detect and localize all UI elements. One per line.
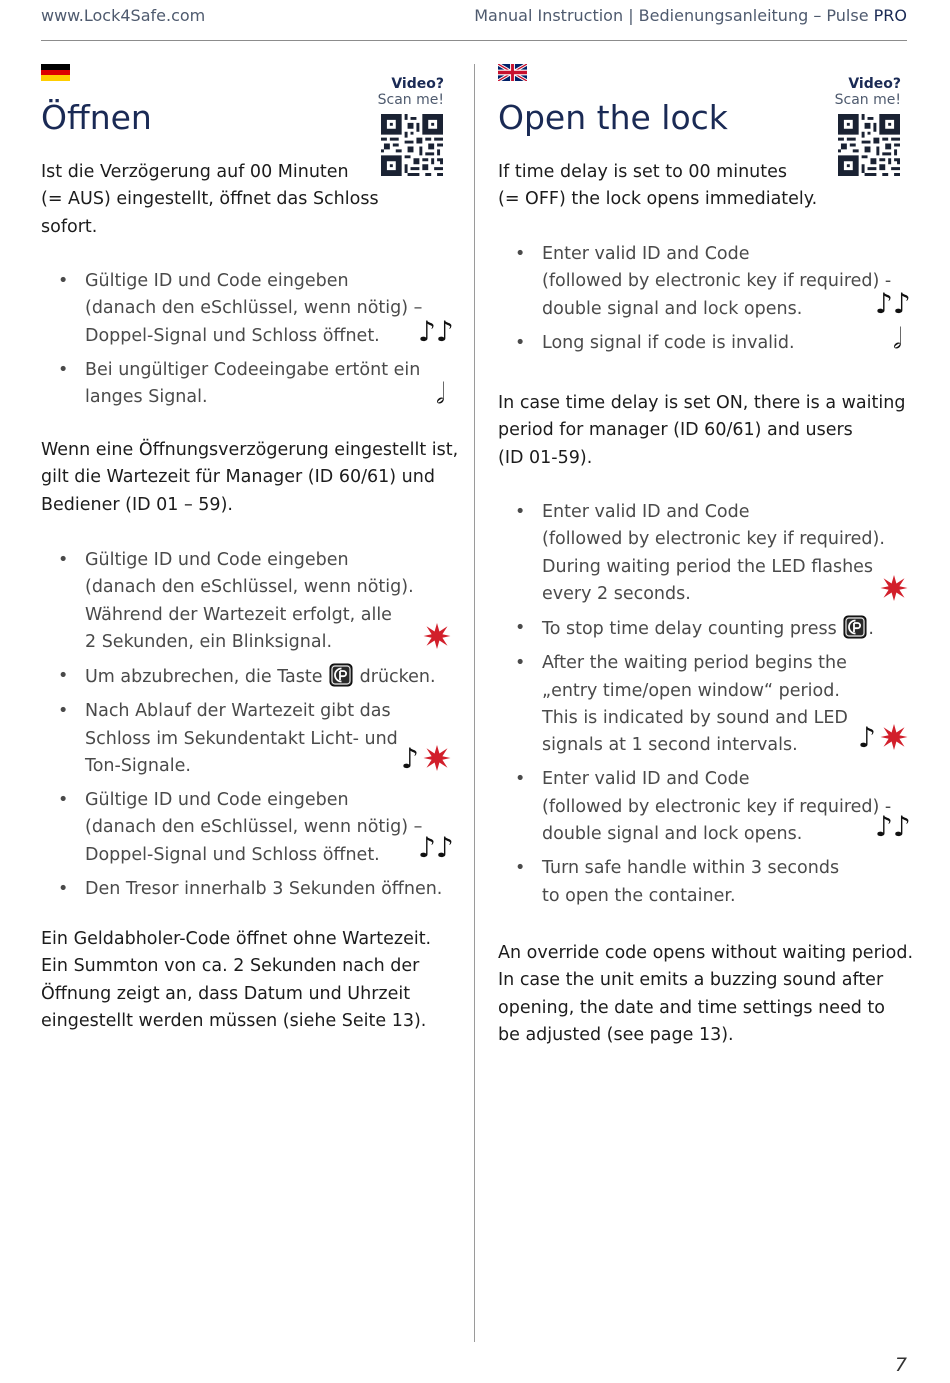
list-item <box>41 357 422 412</box>
text-line: double signal and lock opens. <box>542 824 803 845</box>
text-line: An override code opens without waiting period. <box>498 943 914 963</box>
list-item <box>498 499 891 609</box>
text-line: • Nach Ablauf der Wartezeit gibt das <box>85 701 391 722</box>
text-line: (danach den eSchlüssel, wenn nötig) – <box>85 817 423 838</box>
qr-code-icon[interactable] <box>381 114 443 176</box>
bullet-list-en-1 <box>498 241 891 364</box>
text-line: period for manager (ID 60/61) and users <box>498 420 853 441</box>
override-paragraph-de <box>41 926 431 1036</box>
header-url[interactable]: www.Lock4Safe.com <box>41 6 206 25</box>
video-label: Video? <box>391 76 444 92</box>
p-key-icon <box>329 663 353 687</box>
text-segment: . <box>868 619 874 640</box>
text-line: Ein Summton von ca. 2 Sekunden nach der <box>41 956 420 977</box>
text-line: (followed by electronic key if required). <box>542 529 885 550</box>
text-line: eingestellt werden müssen (siehe Seite 13). <box>41 1011 427 1032</box>
text-line: • Gültige ID und Code eingeben <box>85 271 349 291</box>
text-line: sofort. <box>41 216 98 237</box>
text-line: • Enter valid ID and Code <box>542 244 750 264</box>
double-signal-icon: ♪♪ <box>418 315 454 348</box>
text-line: be adjusted (see page 13). <box>498 1025 734 1046</box>
text-line: (followed by electronic key if required) - <box>542 796 892 817</box>
header-title-brand: PRO <box>873 6 907 25</box>
list-item <box>498 766 891 848</box>
led-flash-icon <box>423 744 451 772</box>
video-scan-label-de <box>364 76 444 108</box>
text-line: Schloss im Sekundentakt Licht- und <box>85 728 398 749</box>
list-item <box>498 241 891 323</box>
list-item <box>41 876 442 903</box>
qr-code-icon[interactable] <box>838 114 900 176</box>
video-scan-label-en <box>821 76 901 108</box>
p-key-icon <box>843 615 867 639</box>
column-divider <box>474 64 475 1342</box>
list-item <box>41 698 442 780</box>
text-line: Ist die Verzögerung auf 00 Minuten <box>41 162 349 182</box>
delay-paragraph-de <box>41 437 458 519</box>
text-line: (= AUS) eingestellt, öffnet das Schloss <box>41 189 379 210</box>
section-heading-en: Open the lock <box>498 98 728 137</box>
text-segment: To stop time delay counting press <box>542 619 837 640</box>
text-line: • Enter valid ID and Code <box>542 769 750 790</box>
text-line: If time delay is set to 00 minutes <box>498 162 788 182</box>
text-line: Öffnung zeigt an, dass Datum und Uhrzeit <box>41 983 411 1004</box>
text-line: • Bei ungültiger Codeeingabe ertönt ein <box>85 359 421 380</box>
video-label: Video? <box>848 76 901 92</box>
list-item <box>498 615 891 643</box>
uk-flag-icon <box>498 64 527 81</box>
intro-paragraph-en <box>498 159 817 214</box>
single-signal-icon: ♪ <box>858 721 876 754</box>
text-line: • Gültige ID und Code eingeben <box>85 550 349 570</box>
text-line: This is indicated by sound and LED <box>542 708 848 729</box>
text-line: every 2 seconds. <box>542 584 691 605</box>
text-line: langes Signal. <box>85 387 208 408</box>
text-line: • After the waiting period begins the <box>542 653 847 674</box>
list-item <box>498 330 891 357</box>
single-signal-icon: ♪ <box>401 742 419 775</box>
text-line: „entry time/open window“ period. <box>542 680 840 701</box>
text-line: Doppel-Signal und Schloss öffnet. <box>85 325 380 346</box>
text-line: During waiting period the LED flashes <box>542 556 874 577</box>
list-item <box>41 787 442 869</box>
germany-flag-icon <box>41 64 70 81</box>
text-line: • Enter valid ID and Code <box>542 502 750 522</box>
text-line: • Turn safe handle within 3 seconds <box>542 858 840 879</box>
scan-label: Scan me! <box>834 92 901 108</box>
text-line: In case the unit emits a buzzing sound after <box>498 970 884 991</box>
double-signal-icon: ♪♪ <box>418 831 454 864</box>
long-signal-icon: 𝅗𝅥 <box>893 322 902 355</box>
list-item <box>41 268 422 350</box>
double-signal-icon: ♪♪ <box>875 810 911 843</box>
text-line: (= OFF) the lock opens immediately. <box>498 189 818 210</box>
header-title-text: Manual Instruction | Bedienungsanleitung – Pulse <box>474 6 869 25</box>
page-number: 7 <box>894 1354 907 1376</box>
text-line: (ID 01-59). <box>498 447 593 468</box>
led-flash-icon <box>423 622 451 650</box>
text-line: 2 Sekunden, ein Blinksignal. <box>85 632 333 653</box>
text-line: • Long signal if code is invalid. <box>542 332 795 353</box>
text-line: • Gültige ID und Code eingeben <box>85 790 349 811</box>
text-line: In case time delay is set ON, there is a waiting <box>498 393 906 413</box>
text-line: Bediener (ID 01 – 59). <box>41 494 233 515</box>
list-item <box>41 547 442 657</box>
text-line <box>85 663 442 691</box>
text-line: Doppel-Signal und Schloss öffnet. <box>85 844 380 865</box>
text-line: to open the container. <box>542 885 736 906</box>
text-line: Während der Wartezeit erfolgt, alle <box>85 604 392 625</box>
list-item <box>498 650 891 760</box>
text-line: Ton-Signale. <box>85 756 191 777</box>
text-line: (danach den eSchlüssel, wenn nötig). <box>85 577 414 598</box>
bullet-list-en-2 <box>498 499 891 917</box>
text-line: Wenn eine Öffnungsverzögerung eingestellt ist, <box>41 440 459 460</box>
led-flash-icon <box>880 574 908 602</box>
text-line: opening, the date and time settings need to <box>498 997 885 1018</box>
section-heading-de: Öffnen <box>41 98 152 137</box>
text-line <box>542 615 891 643</box>
header-title <box>474 6 907 25</box>
bullet-list-de-1 <box>41 268 422 418</box>
text-line: double signal and lock opens. <box>542 298 803 319</box>
bullet-list-de-2 <box>41 547 442 910</box>
text-line: • Den Tresor innerhalb 3 Sekunden öffnen. <box>85 878 443 899</box>
delay-paragraph-en <box>498 390 905 472</box>
text-line: (danach den eSchlüssel, wenn nötig) – <box>85 298 423 319</box>
text-line: gilt die Wartezeit für Manager (ID 60/61) und <box>41 467 435 488</box>
text-segment: drücken. <box>359 667 436 688</box>
text-line: (followed by electronic key if required) - <box>542 271 892 292</box>
list-item <box>498 855 891 910</box>
intro-paragraph-de <box>41 159 379 241</box>
scan-label: Scan me! <box>377 92 444 108</box>
double-signal-icon: ♪♪ <box>875 287 911 320</box>
header-divider <box>41 40 907 41</box>
list-item <box>41 663 442 691</box>
led-flash-icon <box>880 723 908 751</box>
text-line: Ein Geldabholer-Code öffnet ohne Wartezeit. <box>41 929 432 949</box>
override-paragraph-en <box>498 940 913 1050</box>
text-segment: Um abzubrechen, die Taste <box>85 667 323 688</box>
text-line: signals at 1 second intervals. <box>542 735 798 756</box>
long-signal-icon: 𝅗𝅥 <box>436 377 445 410</box>
